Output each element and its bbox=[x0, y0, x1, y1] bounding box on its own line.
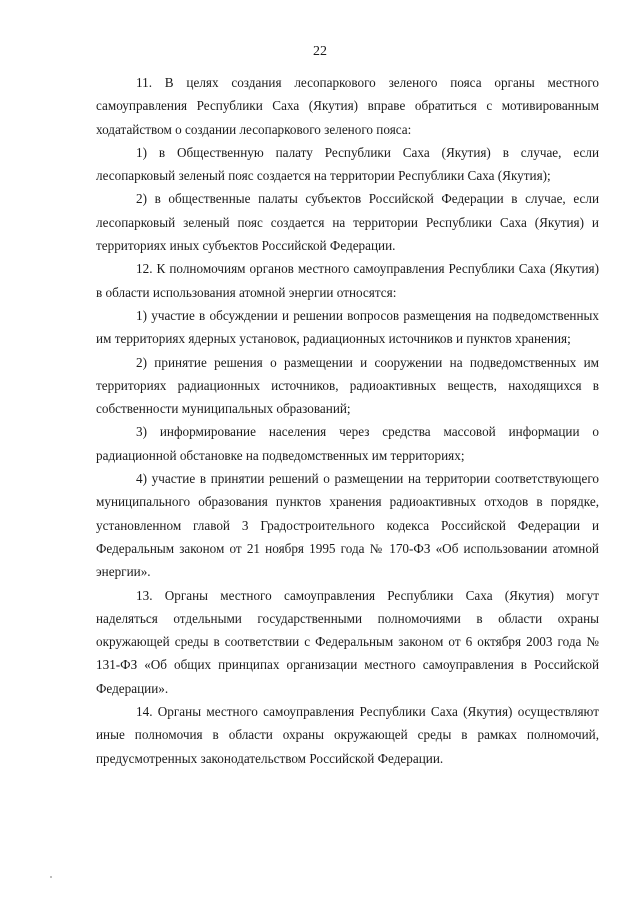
paragraph-12-item-4: 4) участие в принятии решений о размещении на территории соответствующего муниципального образования пунктов хранения радиоактивных отходов в порядке, установленном главой 3 Градостроительного кодекса Российской Федерации и Федеральным законом от 21 ноября 1995 года № 170-ФЗ «Об использовании атомной энергии». bbox=[96, 471, 599, 580]
paragraph-14: 14. Органы местного самоуправления Республики Саха (Якутия) осуществляют иные полномочия в области охраны окружающей среды в рамках полномочий, предусмотренных законодательством Российской Федерации. bbox=[96, 704, 599, 766]
document-body bbox=[96, 71, 599, 770]
paragraph-11-item-2: 2) в общественные палаты субъектов Российской Федерации в случае, если лесопарковый зеленый пояс создается на территории Республики Саха (Якутия) и территориях иных субъектов Российской Федерации. bbox=[96, 191, 599, 254]
paragraph-12: 12. К полномочиям органов местного самоуправления Республики Саха (Якутия) в области использования атомной энергии относятся: bbox=[96, 261, 599, 300]
scan-artifact bbox=[50, 876, 52, 878]
paragraph-11: 11. В целях создания лесопаркового зеленого пояса органы местного самоуправления Республики Саха (Якутия) вправе обратиться с мотивированным ходатайством о создании лесопаркового зеленого пояса: bbox=[96, 75, 599, 137]
paragraph-13: 13. Органы местного самоуправления Республики Саха (Якутия) могут наделяться отдельными государственными полномочиями в области охраны окружающей среды в соответствии с Федеральным законом от 6 октября 2003 года № 131-ФЗ «Об общих принципах организации местного самоуправления в Российской Федерации». bbox=[96, 587, 599, 696]
paragraph-12-item-3: 3) информирование населения через средства массовой информации о радиационной обстановке на подведомственных им территориях; bbox=[96, 424, 599, 463]
paragraph-11-item-1: 1) в Общественную палату Республики Саха (Якутия) в случае, если лесопарковый зеленый пояс создается на территории Республики Саха (Якутия); bbox=[96, 144, 599, 184]
paragraph-12-item-2: 2) принятие решения о размещении и сооружении на подведомственных им территориях радиационных источников, радиоактивных веществ, находящихся в собственности муниципальных образований; bbox=[96, 354, 599, 417]
paragraph-12-item-1: 1) участие в обсуждении и решении вопросов размещения на подведомственных им территориях ядерных установок, радиационных источников и пунктов хранения; bbox=[96, 307, 599, 347]
page-number: 22 bbox=[313, 44, 327, 59]
